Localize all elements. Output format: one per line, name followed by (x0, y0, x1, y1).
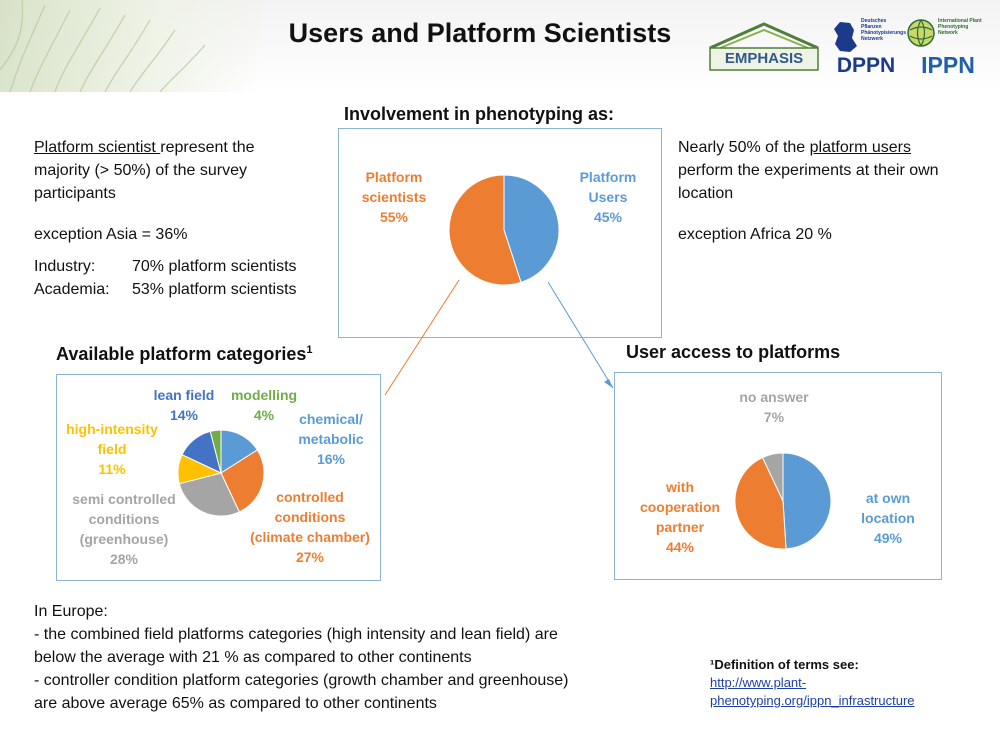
access-label-no-answer: no answer 7% (739, 389, 809, 425)
categories-label-chemical: chemical/ metabolic 16% (298, 411, 364, 467)
europe-summary-line4: - controller condition platform categories (growth chamber and greenhouse) (34, 672, 569, 689)
exception-asia: exception Asia = 36% (34, 226, 188, 243)
footnote-heading: ¹Definition of terms see: (710, 657, 859, 672)
access-chart (614, 372, 942, 580)
ippn-logo-text: IPPN (921, 52, 975, 78)
categories-label-controlled: controlled conditions (climate chamber) 27% (250, 489, 370, 565)
footnote (710, 656, 980, 710)
europe-summary-line5: are above average 65% as compared to other continents (34, 695, 437, 712)
platform-users-line1: Nearly 50% of the (678, 139, 810, 156)
platform-scientist-line3: participants (34, 185, 116, 202)
involvement-label-scientists: Platform scientists 55% (361, 169, 427, 225)
platform-users-line3: location (678, 185, 734, 202)
access-label-cooperation: with cooperation partner 44% (639, 479, 721, 555)
emphasis-logo-text: EMPHASIS (724, 50, 804, 67)
categories-chart-title: Available platform categories$^1$ (56, 344, 313, 364)
categories-label-modelling: modelling 4% (230, 387, 298, 423)
platform-scientist-underlined: Platform scientist (34, 139, 161, 156)
platform-users-underlined: platform users (809, 139, 911, 156)
ippn-logo-subtitle: International Plant Phenotyping Network (938, 18, 982, 36)
dppn-logo-text: DPPN (836, 54, 896, 77)
platform-scientist-line2: majority (> 50%) of the survey (34, 162, 247, 179)
platform-users-line2: perform the experiments at their own (678, 162, 939, 179)
exception-africa: exception Africa 20 % (678, 226, 832, 243)
academia-value: 53% platform scientists (132, 281, 297, 298)
europe-summary (34, 600, 654, 715)
access-chart-title: User access to platforms (626, 342, 841, 362)
categories-chart (56, 374, 381, 581)
connector-line-scientists (385, 280, 459, 395)
categories-label-lean-field: lean field 14% (153, 387, 215, 423)
europe-summary-line1: In Europe: (34, 603, 108, 620)
involvement-label-users: Platform Users 45% (579, 169, 637, 225)
connector-arrowhead (604, 379, 613, 388)
academia-label: Academia: (34, 281, 110, 298)
page-title: Users and Platform Scientists (288, 18, 672, 48)
access-slice-0 (783, 453, 831, 549)
europe-summary-line3: below the average with 21 % as compared to other continents (34, 649, 472, 666)
connector-line-users (548, 282, 613, 388)
footnote-link[interactable]: http://www.plant- phenotyping.org/ippn_infrastructure (710, 675, 915, 708)
platform-scientist-line1: represent the (160, 139, 255, 156)
industry-label: Industry: (34, 258, 96, 275)
access-label-own-location: at own location 49% (861, 490, 915, 546)
europe-summary-line2: - the combined field platforms categories (high intensity and lean field) are (34, 626, 558, 643)
industry-value: 70% platform scientists (132, 258, 297, 275)
involvement-chart-title: Involvement in phenotyping as: (344, 104, 615, 124)
dppn-logo-subtitle: Deutsches Pflanzen Phänotypisierungs Netzwerk (861, 18, 907, 42)
categories-label-semi-controlled: semi controlled conditions (greenhouse) 28% (72, 491, 176, 567)
categories-label-high-intensity: high-intensity field 11% (66, 421, 158, 477)
